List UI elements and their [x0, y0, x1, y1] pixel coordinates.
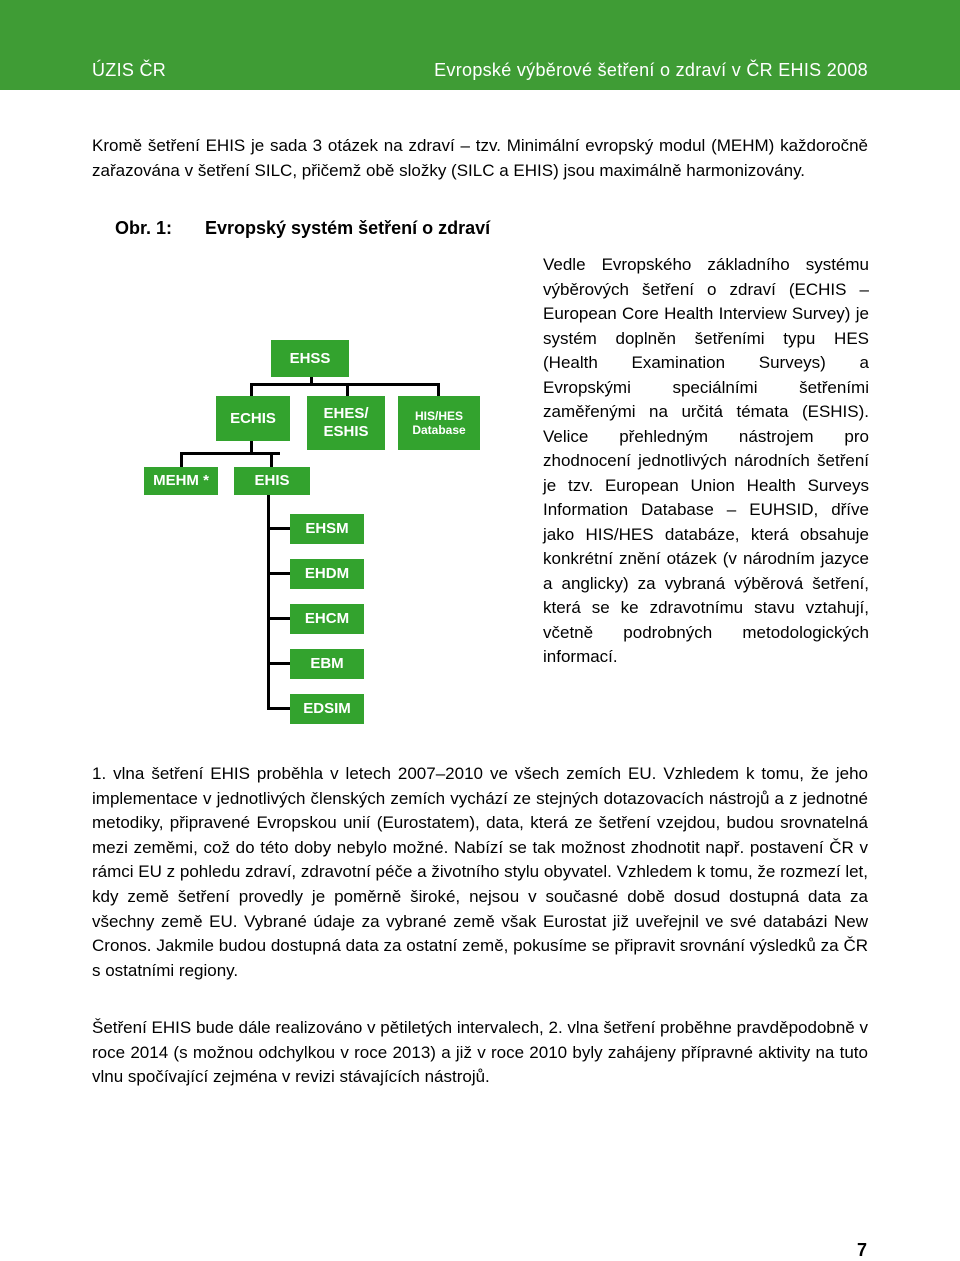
page-header [0, 0, 960, 90]
page-number: 7 [857, 1240, 868, 1260]
node-ehcm: EHCM [290, 604, 364, 634]
node-ebm: EBM [290, 649, 364, 679]
connector-line [270, 452, 273, 467]
node-ehsm: EHSM [290, 514, 364, 544]
node-edsim: EDSIM [290, 694, 364, 724]
body-paragraph-1: 1. vlna šetření EHIS proběhla v letech 2007–2010 ve všech zemích EU. Vzhledem k tomu, že jeho implementace v jednotlivých členských zemích vychází ze stejných dotazovacích nástrojů a z jednotné metodiky, připravené Evropskou unií (Eurostatem), data, která ze šetření vzejdou, budou srovnatelná mezi zeměmi, což do této doby nebylo možné. Nabízí se tak možnost zhodnotit např. postavení ČR v rámci EU z pohledu zdraví, zdravotní péče a životního stylu obyvatel. Vzhledem k tomu, že rozmezí let, kdy země šetření provedly je poměrně široké, nejsou v současné době dosud dostupná data za všechny země EU. Vybrané údaje za vybrané země však Eurostat již uveřejnil ve své databázi New Cronos. Jakmile budou dostupná data za ostatní země, pokusíme se připravit srovnání výsledků za ČR s ostatními regiony. [92, 764, 868, 980]
node-ehss: EHSS [271, 340, 349, 377]
figure-label: Obr. 1: [115, 218, 173, 238]
connector-line [267, 707, 291, 710]
body-paragraph-2: Šetření EHIS bude dále realizováno v pětiletých intervalech, 2. vlna šetření proběhne pravděpodobně v roce 2014 (s možnou odchylkou v roce 2013) a již v roce 2010 byly zahájeny přípravné aktivity na tuto vlnu spočívající zejména v revizi stávajících nástrojů. [92, 1018, 868, 1087]
connector-line [267, 572, 291, 575]
node-his-hes-database: HIS/HES Database [398, 396, 480, 450]
node-mehm: MEHM * [144, 467, 218, 495]
node-ehdm: EHDM [290, 559, 364, 589]
connector-line [250, 383, 440, 386]
node-ehis: EHIS [234, 467, 310, 495]
node-echis: ECHIS [216, 396, 290, 441]
header-title: Evropské výběrové šetření o zdraví v ČR EHIS 2008 [434, 60, 868, 80]
connector-line [180, 452, 280, 455]
node-ehes-eshis: EHES/ ESHIS [307, 396, 385, 450]
connector-line [180, 452, 183, 467]
intro-paragraph: Kromě šetření EHIS je sada 3 otázek na zdraví – tzv. Minimální evropský modul (MEHM) každoročně zařazována v šetření SILC, přičemž obě složky (SILC a EHIS) jsou maximálně harmonizovány. [92, 136, 868, 180]
header-org: ÚZIS ČR [92, 60, 167, 80]
connector-line [437, 383, 440, 396]
connector-line [267, 527, 291, 530]
connector-line [250, 383, 253, 396]
figure-side-text: Vedle Evropského základního systému výběrových šetření o zdraví (ECHIS – European Core Health Interview Survey) je systém doplněn šetřeními typu HES (Health Examination Surveys) a Evropskými speciálními šetřeními zaměřenými na určitá témata (ESHIS). Velice přehledným nástrojem pro zhodnocení jednotlivých národních šetření je tzv. European Union Health Surveys Information Database – EUHSID, dříve jako HIS/HES databáze, která obsahuje konkrétní znění otázek (v národním jazyce a anglicky) za vybraná výběrová šetření, která se ke zdravotnímu stavu vztahují, včetně podrobných metodologických informací. [543, 255, 869, 666]
connector-line [267, 662, 291, 665]
figure-title: Evropský systém šetření o zdraví [205, 218, 491, 238]
connector-line [267, 617, 291, 620]
connector-line [346, 383, 349, 396]
